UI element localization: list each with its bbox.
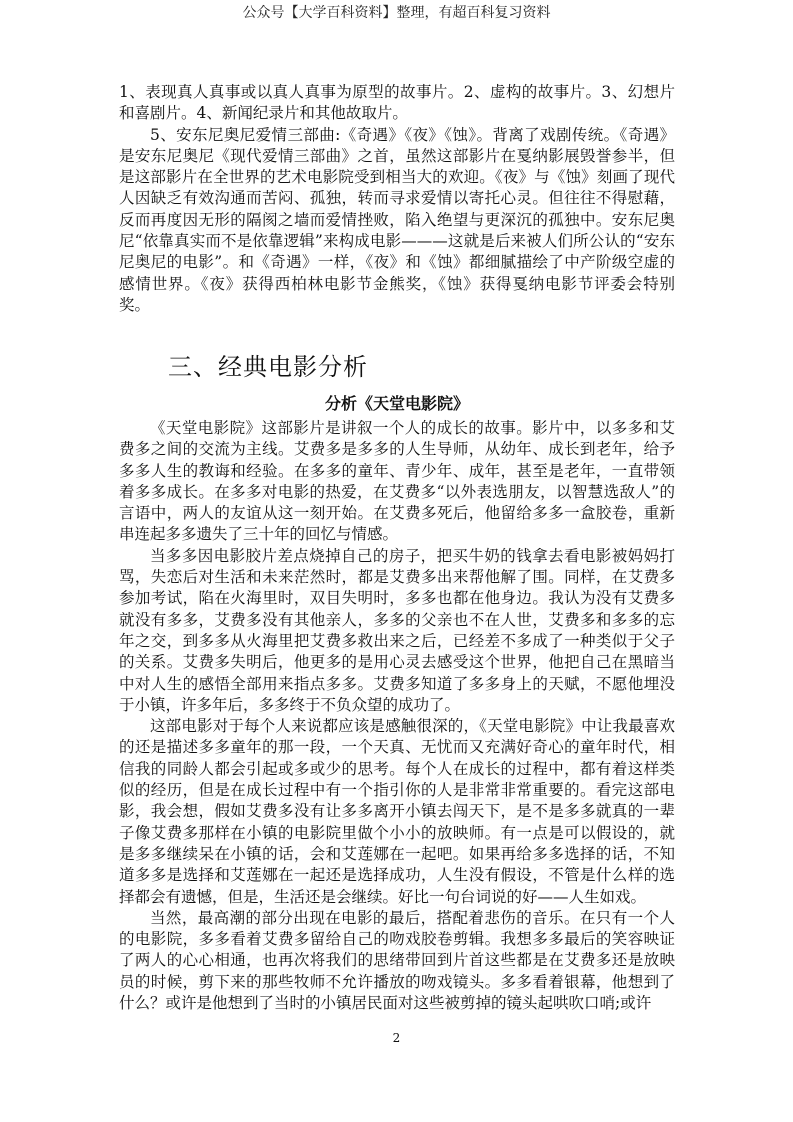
paragraph-antonioni-trilogy: 5、安东尼奥尼爱情三部曲:《奇遇》《夜》《蚀》。背离了戏剧传统。《奇遇》是安东尼奥尼《现代爱情三部曲》之首，虽然这部影片在戛纳影展毁誉参半，但是这部影片在全世界的艺术电影院受到相当大的欢迎。《夜》与《蚀》刻画了现代人因缺乏有效沟通而苦闷、孤独，转而寻求爱情以寄托心灵。但往往不得慰藉，反而再度因无形的隔阂之墙而爱情挫败，陷入绝望与更深沉的孤独中。安东尼奥尼“依靠真实而不是依靠逻辑”来构成电影———这就是后来被人们所公认的“安东尼奥尼的电影”。和《奇遇》一样，《夜》和《蚀》都细腻描绘了中产阶级空虚的感情世界。《夜》获得西柏林电影节金熊奖，《蚀》获得戛纳电影节评委会特别奖。 [119,125,675,314]
intro-section [119,82,675,316]
section-heading: 三、经典电影分析 [168,353,368,381]
article-paragraph: 当然，最高潮的部分出现在电影的最后，搭配着悲伤的音乐。在只有一个人的电影院，多多看着艾费多留给自己的吻戏胶卷剪辑。我想多多最后的笑容映证了两人的心心相通，也再次将我们的思绪带回到片首这些都是在艾费多还是放映员的时候，剪下来的那些牧师不允许播放的吻戏镜头。多多看着银幕，他想到了什么？或许是他想到了当时的小镇居民面对这些被剪掉的镜头起哄吹口哨;或许 [119,908,675,1013]
article-cinema-paradiso [119,392,675,1014]
page-number: 2 [392,1031,401,1045]
page-header: 公众号【大学百科资料】整理，有超百科复习资料 [242,5,551,21]
paragraph-film-types: 1、表现真人真事或以真人真事为原型的故事片。2、虚构的故事片。3、幻想片和喜剧片。4、新闻纪录片和其他故取片。 [119,83,675,123]
article-paragraph: 《天堂电影院》这部影片是讲叙一个人的成长的故事。影片中，以多多和艾费多之间的交流为主线。艾费多是多多的人生导师，从幼年、成长到老年，给予多多人生的教诲和经验。在多多的童年、青少年、成年，甚至是老年，一直带领着多多成长。在多多对电影的热爱，在艾费多“以外表选朋友，以智慧选敌人”的言语中，两人的友谊从这一刻开始。在艾费多死后，他留给多多一盒胶卷，重新串连起多多遗失了三十年的回忆与情感。 [119,419,675,544]
article-title: 分析《天堂电影院》 [324,394,469,413]
article-paragraph: 这部电影对于每个人来说都应该是感触很深的，《天堂电影院》中让我最喜欢的还是描述多多童年的那一段，一个天真、无忧而又充满好奇心的童年时代，相信我的同龄人都会引起或多或少的思考。每个人在成长的过程中，都有着这样类似的经历，但是在成长过程中有一个指引你的人是非常非常重要的。看完这部电影，我会想，假如艾费多没有让多多离开小镇去闯天下，是不是多多就真的一辈子像艾费多那样在小镇的电影院里做个小小的放映师。有一点是可以假设的，就是多多继续呆在小镇的话，会和艾莲娜在一起吧。如果再给多多选择的话，不知道多多是选择和艾莲娜在一起还是选择成功，人生没有假设，不管是什么样的选择都会有遗憾，但是，生活还是会继续。好比一句台词说的好——人生如戏。 [119,717,675,906]
article-paragraph: 当多多因电影胶片差点烧掉自己的房子，把买牛奶的钱拿去看电影被妈妈打骂，失恋后对生活和未来茫然时，都是艾费多出来帮他解了围。同样，在艾费多参加考试，陷在火海里时，双目失明时，多多也都在他身边。我认为没有艾费多就没有多多，艾费多没有其他亲人，多多的父亲也不在人世，艾费多和多多的忘年之交，到多多从火海里把艾费多救出来之后，已经差不多成了一种类似于父子的关系。艾费多失明后，他更多的是用心灵去感受这个世界，他把自己在黑暗当中对人生的感悟全部用来指点多多。艾费多知道了多多身上的天赋，不愿他埋没于小镇，许多年后，多多终于不负众望的成功了。 [119,546,675,714]
